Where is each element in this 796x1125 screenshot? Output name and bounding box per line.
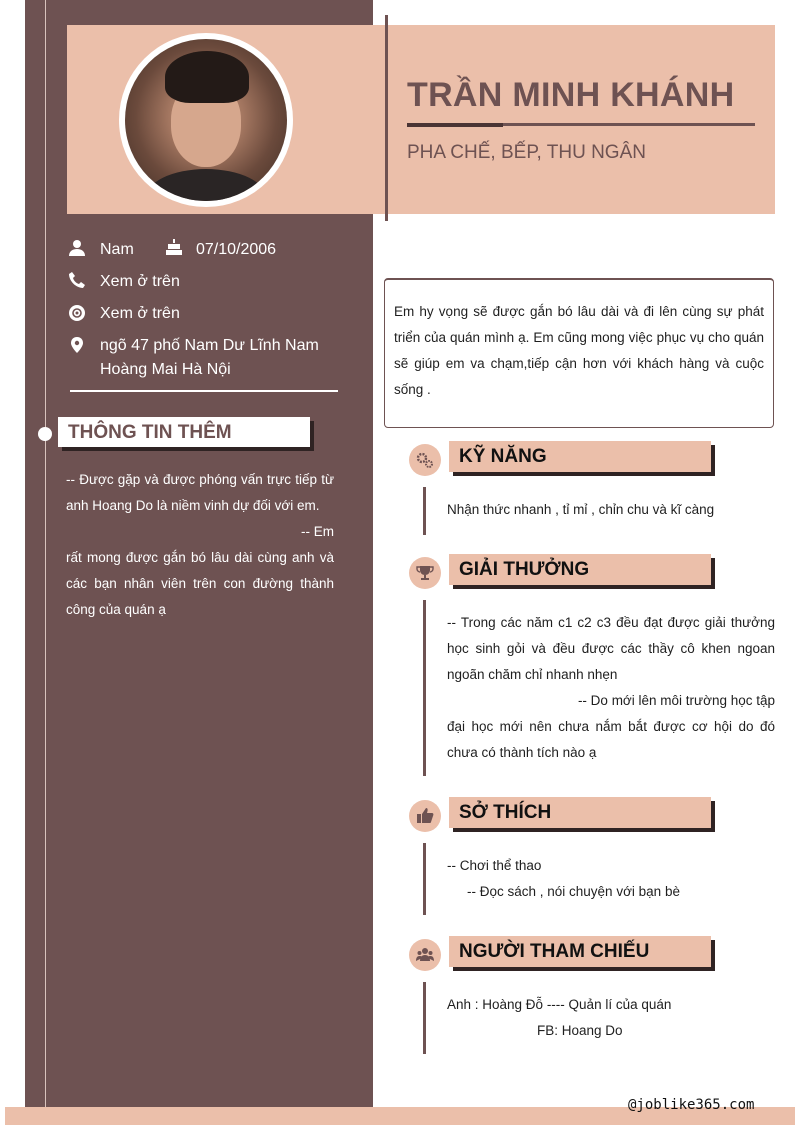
extra-info-text [66, 467, 334, 623]
references-line: FB: Hoang Do [537, 1023, 623, 1038]
header-divider [385, 15, 388, 221]
at-icon [68, 304, 86, 322]
awards-line: đại học mới nên chưa nắm bắt được cơ hội do đó chưa có thành tích nào ạ [447, 719, 775, 760]
skills-text [447, 497, 775, 523]
phone-icon [68, 271, 86, 289]
sidebar-guide-line [45, 0, 46, 1125]
section-dot [38, 427, 52, 441]
watermark: @joblike365.com [628, 1097, 755, 1113]
phone-value: Xem ở trên [100, 273, 180, 290]
gender-value: Nam [100, 241, 134, 258]
awards-line: -- Do mới lên môi trường học tập [577, 693, 775, 708]
references-line: Anh : Hoàng Đỗ ---- Quản lí của quán [447, 997, 672, 1012]
people-icon [409, 939, 441, 971]
trophy-icon [409, 557, 441, 589]
email-value: Xem ở trên [100, 305, 180, 322]
hobbies-line: -- Đọc sách , nói chuyện với bạn bè [467, 884, 680, 899]
skills-title: KỸ NĂNG [449, 441, 711, 472]
career-objective: Em hy vọng sẽ được gắn bó lâu dài và đi lên cùng sự phát triển của quán mình ạ. Em cũng mong việc phục vụ cho quán sẽ giúp em va chạm,tiếp cận hơn với khách hàng và cuộc sống . [384, 278, 774, 428]
hobbies-bar [423, 843, 426, 915]
address-line-1: ngõ 47 phố Nam Dư Lĩnh Nam [100, 337, 319, 354]
gears-icon [409, 444, 441, 476]
sidebar-divider [70, 390, 338, 392]
awards-line: -- Trong các năm c1 c2 c3 đều đạt được giải thưởng học sinh gỏi và đều được các thầy cô khen ngoan ngoãn chăm chỉ nhanh nhẹn [447, 615, 775, 682]
candidate-role: PHA CHẾ, BẾP, THU NGÂN [407, 142, 646, 163]
awards-text [447, 610, 775, 766]
awards-title: GIẢI THƯỞNG [449, 554, 711, 585]
references-text [447, 992, 775, 1044]
cake-icon [165, 238, 183, 256]
skills-bar [423, 487, 426, 535]
extra-info-line: rất mong được gắn bó lâu dài cùng anh và các bạn nhân viên trên con đường thành công của quán ạ [66, 550, 334, 617]
skills-line: Nhận thức nhanh , tỉ mỉ , chỉn chu và kĩ càng [447, 502, 715, 517]
location-pin-icon [68, 336, 86, 354]
name-underline-accent [407, 123, 503, 127]
hobbies-line: -- Chơi thể thao [447, 858, 542, 873]
extra-info-title: THÔNG TIN THÊM [58, 417, 310, 447]
extra-info-line: -- Được gặp và được phóng vấn trực tiếp từ anh Hoang Do là niềm vinh dự đối với em. [66, 472, 334, 513]
thumbs-up-icon [409, 800, 441, 832]
awards-bar [423, 600, 426, 776]
references-bar [423, 982, 426, 1054]
address-line-2: Hoàng Mai Hà Nội [100, 361, 231, 378]
references-title: NGƯỜI THAM CHIẾU [449, 936, 711, 967]
avatar [125, 39, 287, 201]
hobbies-title: SỞ THÍCH [449, 797, 711, 828]
hobbies-text [447, 853, 775, 905]
extra-info-line: -- Em [301, 524, 334, 539]
candidate-name: TRẦN MINH KHÁNH [407, 76, 735, 114]
birthdate-value: 07/10/2006 [196, 241, 277, 258]
person-icon [68, 239, 86, 257]
